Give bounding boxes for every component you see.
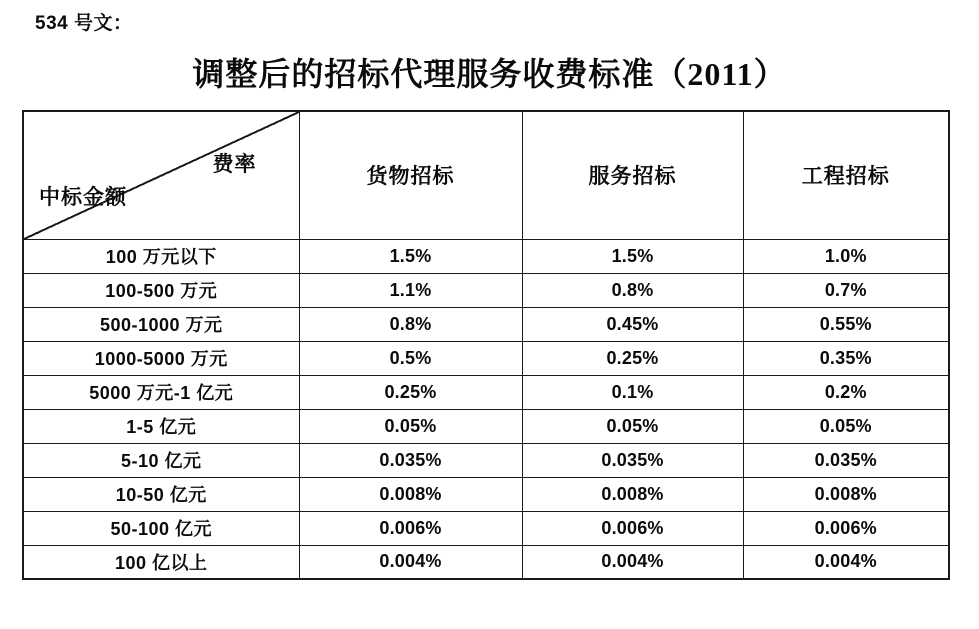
fee-value: 0.035% — [522, 443, 743, 477]
fee-value: 1.1% — [299, 273, 522, 307]
table-row — [23, 307, 949, 341]
table-row — [23, 341, 949, 375]
corner-label-rate: 费率 — [212, 152, 257, 176]
fee-value: 0.008% — [522, 477, 743, 511]
fee-value: 0.05% — [743, 409, 949, 443]
fee-value: 0.8% — [522, 273, 743, 307]
row-label: 1000-5000 万元 — [23, 341, 299, 375]
table-row — [23, 477, 949, 511]
fee-table — [22, 110, 950, 580]
fee-value: 0.008% — [743, 477, 949, 511]
row-label: 5-10 亿元 — [23, 443, 299, 477]
row-label: 500-1000 万元 — [23, 307, 299, 341]
fee-value: 0.004% — [522, 545, 743, 579]
table-row — [23, 443, 949, 477]
fee-value: 0.008% — [299, 477, 522, 511]
fee-value: 0.004% — [299, 545, 522, 579]
fee-value: 0.8% — [299, 307, 522, 341]
table-row — [23, 409, 949, 443]
row-label: 100-500 万元 — [23, 273, 299, 307]
fee-value: 0.55% — [743, 307, 949, 341]
fee-value: 0.1% — [522, 375, 743, 409]
column-header-service-bidding: 服务招标 — [522, 111, 743, 239]
fee-value: 0.25% — [299, 375, 522, 409]
fee-value: 0.05% — [522, 409, 743, 443]
doc-number-label: 534 号文： — [35, 13, 133, 34]
row-label: 10-50 亿元 — [23, 477, 299, 511]
fee-value: 0.5% — [299, 341, 522, 375]
table-row — [23, 545, 949, 579]
row-label: 100 亿以上 — [23, 545, 299, 579]
row-label: 50-100 亿元 — [23, 511, 299, 545]
corner-cell — [23, 111, 299, 239]
table-row — [23, 511, 949, 545]
table-row — [23, 239, 949, 273]
fee-value: 1.5% — [522, 239, 743, 273]
fee-value: 0.05% — [299, 409, 522, 443]
fee-value: 0.25% — [522, 341, 743, 375]
column-header-goods-bidding: 货物招标 — [299, 111, 522, 239]
fee-value: 1.5% — [299, 239, 522, 273]
fee-value: 0.035% — [743, 443, 949, 477]
fee-value: 0.006% — [522, 511, 743, 545]
fee-value: 0.006% — [743, 511, 949, 545]
fee-value: 0.004% — [743, 545, 949, 579]
fee-value: 0.45% — [522, 307, 743, 341]
header-row — [23, 111, 949, 239]
fee-value: 0.2% — [743, 375, 949, 409]
row-label: 5000 万元-1 亿元 — [23, 375, 299, 409]
table-row — [23, 375, 949, 409]
column-header-project-bidding: 工程招标 — [743, 111, 949, 239]
page-title: 调整后的招标代理服务收费标准（2011） — [192, 56, 787, 92]
fee-value: 0.7% — [743, 273, 949, 307]
corner-label-bid-amount: 中标金额 — [39, 184, 127, 209]
row-label: 100 万元以下 — [23, 239, 299, 273]
table-row — [23, 273, 949, 307]
fee-value: 0.35% — [743, 341, 949, 375]
fee-value: 0.035% — [299, 443, 522, 477]
fee-value: 1.0% — [743, 239, 949, 273]
fee-value: 0.006% — [299, 511, 522, 545]
row-label: 1-5 亿元 — [23, 409, 299, 443]
